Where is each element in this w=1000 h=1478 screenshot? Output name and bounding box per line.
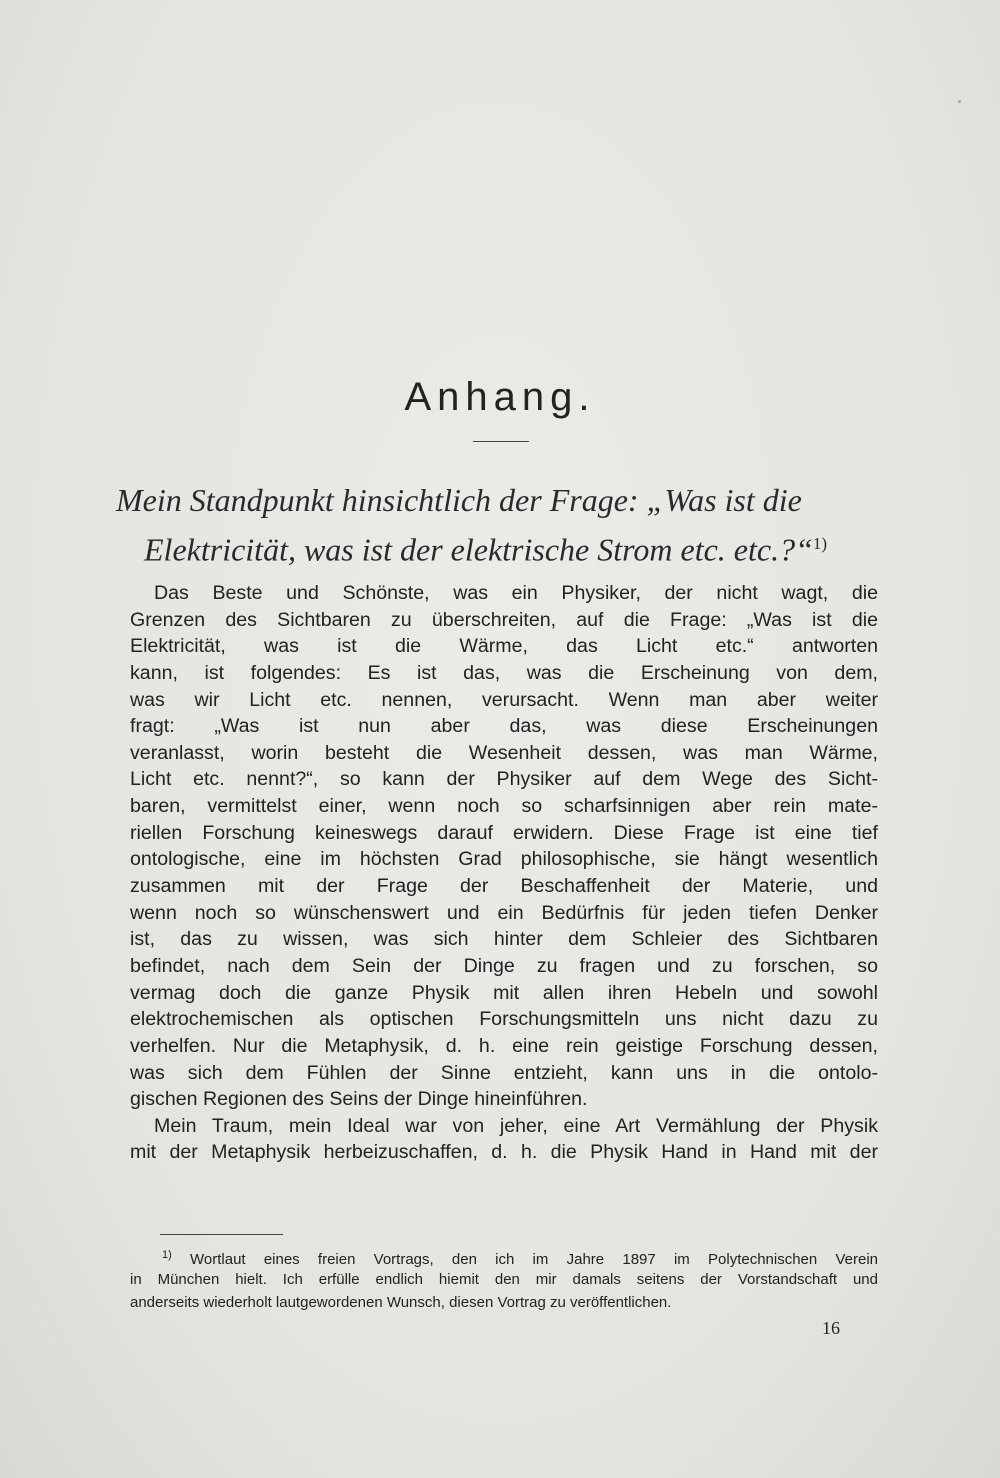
body-line: verhelfen. Nur die Metaphysik, d. h. eine rein geistige Forschung dessen, <box>130 1034 878 1057</box>
body-text <box>130 580 878 1166</box>
body-line: Mein Traum, mein Ideal war von jeher, eine Art Vermählung der Physik <box>154 1114 878 1137</box>
section-subtitle <box>110 478 900 572</box>
paper-speck <box>958 100 961 103</box>
body-line: gischen Regionen des Seins der Dinge hineinführen. <box>130 1088 588 1111</box>
body-line: Elektricität, was ist die Wärme, das Licht etc.“ antworten <box>130 635 878 658</box>
footnote-line: anderseits wiederholt lautgewordenen Wunsch, diesen Vortrag zu veröffentlichen. <box>130 1294 672 1311</box>
body-line: was sich dem Fühlen der Sinne entzieht, kann uns in die ontolo- <box>130 1061 878 1084</box>
body-line: ist, das zu wissen, was sich hinter dem Schleier des Sichtbaren <box>130 928 878 951</box>
body-line: fragt: „Was ist nun aber das, was diese Erscheinungen <box>130 715 878 738</box>
body-line: Das Beste und Schönste, was ein Physiker, der nicht wagt, die <box>154 582 878 604</box>
body-line: kann, ist folgendes: Es ist das, was die Erscheinung von dem, <box>130 661 878 684</box>
body-line: Licht etc. nennt?“, so kann der Physiker auf dem Wege des Sicht- <box>130 768 878 791</box>
body-line: mit der Metaphysik herbeizuschaffen, d. h. die Physik Hand in Hand mit der <box>130 1141 878 1164</box>
body-line: elektrochemischen als optischen Forschungsmitteln uns nicht dazu zu <box>130 1008 878 1031</box>
body-line: befindet, nach dem Sein der Dinge zu fragen und zu forschen, so <box>130 954 878 977</box>
page-number: 16 <box>822 1318 840 1338</box>
footnote-rule <box>160 1234 283 1235</box>
footnote-mark: 1) <box>162 1249 172 1261</box>
subtitle-footnote-mark: 1) <box>812 534 828 553</box>
body-line: riellen Forschung keineswegs darauf erwidern. Diese Frage ist eine tief <box>130 821 878 844</box>
body-line: was wir Licht etc. nennen, verursacht. Wenn man aber weiter <box>130 688 878 711</box>
body-line: wenn noch so wünschenswert und ein Bedürfnis für jeden tiefen Denker <box>130 901 878 924</box>
footnote <box>130 1244 878 1315</box>
section-heading: Anhang. <box>404 375 596 419</box>
body-line: baren, vermittelst einer, wenn noch so scharfsinnigen aber rein mate- <box>130 795 878 818</box>
subtitle-line-2 <box>110 522 900 572</box>
footnote-line <box>130 1244 878 1268</box>
body-line: Grenzen des Sichtbaren zu überschreiten, auf die Frage: „Was ist die <box>130 608 878 631</box>
body-line: zusammen mit der Frage der Beschaffenheit der Materie, und <box>130 875 878 898</box>
footnote-line: in München hielt. Ich erfülle endlich hiemit den mir damals seitens der Vorstandschaft und <box>130 1270 878 1288</box>
heading-rule <box>473 441 529 442</box>
body-line: vermag doch die ganze Physik mit allen ihren Hebeln und sowohl <box>130 981 878 1004</box>
subtitle-line-1: Mein Standpunkt hinsichtlich der Frage: „Was ist die <box>116 482 802 518</box>
body-line: veranlasst, worin besteht die Wesenheit dessen, was man Wärme, <box>130 741 878 764</box>
footnote-line-text: Wortlaut eines freien Vortrags, den ich im Jahre 1897 im Polytechnischen Verein <box>190 1251 878 1268</box>
body-line: ontologische, eine im höchsten Grad philosophische, sie hängt wesentlich <box>130 848 878 871</box>
subtitle-line-2-text: Elektricität, was ist der elektrische Strom etc. etc.?“ <box>144 531 813 568</box>
